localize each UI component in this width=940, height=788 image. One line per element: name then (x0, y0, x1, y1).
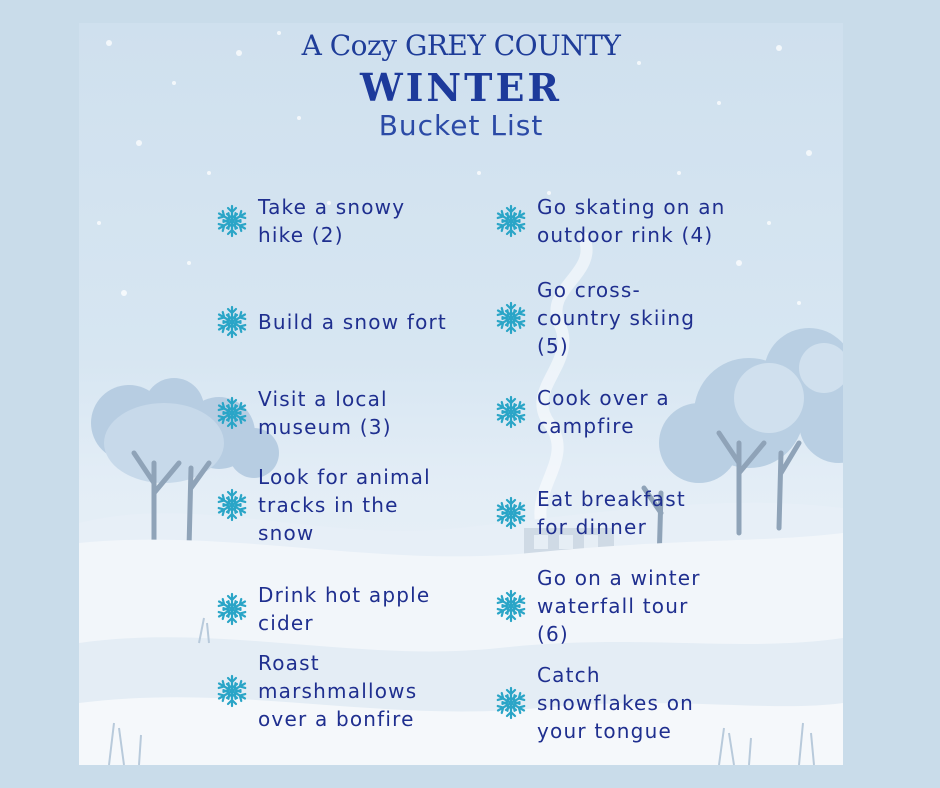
bucket-list-item-label: Look for animal tracks in the snow (258, 465, 431, 545)
bucket-list-item-label: Go skating on an outdoor rink (4) (537, 195, 726, 247)
title-line-1: A Cozy GREY COUNTY (301, 29, 621, 62)
bucket-list-item-label: Take a snowy hike (2) (258, 195, 406, 247)
bucket-list-item (214, 463, 431, 547)
title-winter: WINTER (359, 65, 562, 110)
snowflake-icon (493, 300, 529, 336)
poster-card (79, 23, 843, 765)
bucket-list-item (493, 193, 726, 249)
bucket-list-item-label: Eat breakfast for dinner (537, 487, 686, 539)
snowflake-icon (214, 203, 250, 239)
bucket-list-item-label: Visit a local museum (3) (258, 387, 392, 439)
bucket-list-item (493, 564, 701, 648)
bucket-list-item-label: Go cross- country skiing (5) (537, 278, 696, 358)
bucket-list-item-label: Roast marshmallows over a bonfire (258, 651, 418, 731)
snowflake-icon (214, 591, 250, 627)
snowflake-icon (214, 487, 250, 523)
bucket-list-item-label: Catch snowflakes on your tongue (537, 663, 695, 743)
snowflake-icon (493, 685, 529, 721)
bucket-list-item (493, 661, 694, 745)
bucket-list-item (214, 581, 430, 637)
snowflake-icon (493, 394, 529, 430)
bucket-list-item-label: Go on a winter waterfall tour (6) (537, 566, 701, 646)
title-bucket-list: Bucket List (378, 109, 544, 142)
bucket-list-item (493, 384, 670, 440)
snowflake-icon (214, 673, 250, 709)
snowflake-icon (493, 588, 529, 624)
bucket-list-item (493, 276, 695, 360)
bucket-list-item (214, 193, 405, 249)
bucket-list-item (214, 649, 417, 733)
bucket-list-item (214, 385, 392, 441)
bucket-list-item-label: Drink hot apple cider (258, 583, 431, 635)
bucket-list-item-label: Build a snow fort (258, 310, 447, 334)
bucket-list-item (214, 304, 447, 340)
bucket-list-item (493, 485, 686, 541)
snowflake-icon (214, 395, 250, 431)
snowflake-icon (493, 203, 529, 239)
bucket-list-item-label: Cook over a campfire (537, 386, 670, 438)
snowflake-icon (214, 304, 250, 340)
snowflake-icon (493, 495, 529, 531)
